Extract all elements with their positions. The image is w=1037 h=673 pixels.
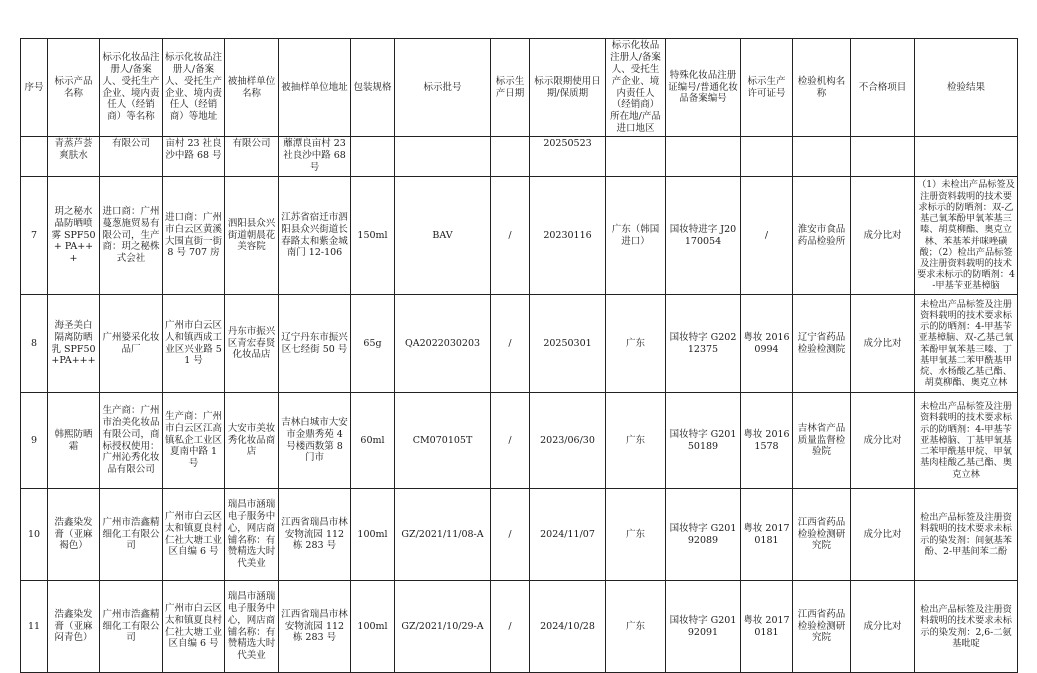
cell-sampled-unit: 瑞昌市涵瑞电子服务中心，网店商铺名称：有赞精选大时代美业 (225, 581, 279, 673)
cell-address: 广州市白云区人和镇西成工业区兴业路 51 号 (163, 295, 225, 393)
cell-spec: 65g (351, 295, 395, 393)
cell-registration-no: 国妆特进字 J20170054 (666, 177, 741, 295)
cell-result (915, 137, 1018, 177)
cell-index: 11 (21, 581, 48, 673)
cell-failed-item: 成分比对 (851, 295, 915, 393)
cell-sampled-address: 蘼潭良亩村 23 社良沙中路 68 号 (279, 137, 351, 177)
cell-registration-no: 国妆特字 G20192089 (666, 489, 741, 581)
cell-license: 粤妆 20170181 (741, 581, 793, 673)
cell-spec (351, 137, 395, 177)
header-company-name: 标示化妆品注册人/备案人、受托生产企业、境内责任人（经销商）等名称 (100, 39, 163, 137)
table-row (21, 581, 1018, 673)
cell-inspector: 淮安市食品药品检验所 (793, 177, 851, 295)
cell-failed-item: 成分比对 (851, 177, 915, 295)
cell-product: 海圣美白隔离防晒乳 SPF50+PA+++ (48, 295, 100, 393)
cell-company: 广州婆采化妆品厂 (100, 295, 163, 393)
cell-license: / (741, 177, 793, 295)
cell-sampled-unit: 丹东市振兴区青宏春贤化妆品店 (225, 295, 279, 393)
cell-index: 10 (21, 489, 48, 581)
cell-index: 8 (21, 295, 48, 393)
cell-license: 粤妆 20161578 (741, 393, 793, 489)
cell-result: 未检出产品标签及注册资料载明的技术要求标示的防晒剂：4-甲基苄亚基樟脑、双-乙基己氧苯酚甲氧苯基三嗪、丁基甲氧基二苯甲酰基甲烷、水杨酸乙基己酯、胡莫柳酯、奥克立林 (915, 295, 1018, 393)
header-spec: 包装规格 (351, 39, 395, 137)
table-row (21, 295, 1018, 393)
header-license: 标示生产许可证号 (741, 39, 793, 137)
cell-failed-item: 成分比对 (851, 393, 915, 489)
header-inspector: 检验机构名称 (793, 39, 851, 137)
cell-index: 9 (21, 393, 48, 489)
cell-expiry: 2024/10/28 (530, 581, 606, 673)
cell-result: 检出产品标签及注册资料载明的技术要求未标示的染发剂：间氨基苯酚、2-甲基间苯二酚 (915, 489, 1018, 581)
cell-registration-no: 国妆特字 G20192091 (666, 581, 741, 673)
cell-region: 广东 (606, 295, 666, 393)
header-result: 检验结果 (915, 39, 1018, 137)
cell-company: 有限公司 (100, 137, 163, 177)
cell-registration-no: 国妆特字 G20212375 (666, 295, 741, 393)
cell-product: 浩鑫染发膏（亚麻闷青色） (48, 581, 100, 673)
inspection-results-sheet (20, 38, 1018, 673)
header-sampled-address: 被抽样单位地址 (279, 39, 351, 137)
cell-production-date (491, 137, 530, 177)
cell-production-date: / (491, 393, 530, 489)
cell-address: 亩村 23 社良沙中路 68 号 (163, 137, 225, 177)
cell-result: 未检出产品标签及注册资料载明的技术要求标示的防晒剂：4-甲基苄亚基樟脑、丁基甲氧基二苯甲酰基甲烷、甲氧基肉桂酸乙基己酯、奥克立林 (915, 393, 1018, 489)
table-row-continuation (21, 137, 1018, 177)
cell-address: 广州市白云区太和镇夏良村仁社大塘工业区自编 6 号 (163, 581, 225, 673)
cell-region (606, 137, 666, 177)
cell-inspector: 江西省药品检验检测研究院 (793, 581, 851, 673)
cell-expiry: 20250301 (530, 295, 606, 393)
cell-sampled-unit: 有限公司 (225, 137, 279, 177)
cell-region: 广东 (606, 393, 666, 489)
cell-expiry: 20230116 (530, 177, 606, 295)
cell-expiry: 2023/06/30 (530, 393, 606, 489)
cell-spec: 100ml (351, 581, 395, 673)
cell-result: 检出产品标签及注册资料载明的技术要求未标示的染发剂：2,6-二氨基吡啶 (915, 581, 1018, 673)
cell-sampled-unit: 瑞昌市涵瑞电子服务中心，网店商铺名称：有赞精选大时代美业 (225, 489, 279, 581)
cell-address: 进口商：广州市白云区黄溪大围直街一街 8 号 707 房 (163, 177, 225, 295)
cell-failed-item: 成分比对 (851, 489, 915, 581)
header-region: 标示化妆品注册人/备案人、受托生产企业、境内责任人（经销商）所在地/产品进口地区 (606, 39, 666, 137)
table-header-row (21, 39, 1018, 137)
cell-company: 广州市浩鑫精细化工有限公司 (100, 489, 163, 581)
cell-index: 7 (21, 177, 48, 295)
cell-batch: CM070105T (395, 393, 491, 489)
cell-region: 广东 (606, 489, 666, 581)
inspection-results-table (20, 38, 1018, 673)
cell-inspector: 辽宁省药品检验检测院 (793, 295, 851, 393)
cell-sampled-address: 辽宁丹东市振兴区七经街 50 号 (279, 295, 351, 393)
header-failed-item: 不合格项目 (851, 39, 915, 137)
header-sampled-unit: 被抽样单位名称 (225, 39, 279, 137)
header-registration-no: 特殊化妆品注册证编号/普通化妆品备案编号 (666, 39, 741, 137)
cell-expiry: 20250523 (530, 137, 606, 177)
cell-product: 韩熙防晒霜 (48, 393, 100, 489)
table-row (21, 393, 1018, 489)
cell-license: 粤妆 20160994 (741, 295, 793, 393)
cell-production-date: / (491, 177, 530, 295)
cell-inspector: 吉林省产品质量监督检验院 (793, 393, 851, 489)
header-expiry: 标示限期使用日期/保质期 (530, 39, 606, 137)
cell-license: 粤妆 20170181 (741, 489, 793, 581)
cell-address: 生产商：广州市白云区江高镇私企工业区夏南中路 1 号 (163, 393, 225, 489)
cell-batch: QA2022030203 (395, 295, 491, 393)
cell-batch: GZ/2021/10/29-A (395, 581, 491, 673)
cell-product: 浩鑫染发膏（亚麻褐色） (48, 489, 100, 581)
cell-address: 广州市白云区太和镇夏良村仁社大塘工业区自编 6 号 (163, 489, 225, 581)
cell-production-date: / (491, 295, 530, 393)
cell-product: 玥之秘水晶防晒喷雾 SPF50+ PA+++ (48, 177, 100, 295)
cell-production-date: / (491, 489, 530, 581)
cell-spec: 60ml (351, 393, 395, 489)
cell-region: 广东（韩国进口） (606, 177, 666, 295)
cell-result: （1）未检出产品标签及注册资料载明的技术要求标示的防晒剂：双-乙基己氧苯酚甲氧苯基三嗪、胡莫柳酯、奥克立林、苯基苯并咪唑磺酸；（2）检出产品标签及注册资料载明的技术要求未标示的防晒剂：4-甲基苄亚基樟脑 (915, 177, 1018, 295)
cell-company: 生产商：广州市治美化妆品有限公司，商标授权使用：广州沁秀化妆品有限公司 (100, 393, 163, 489)
cell-batch: BAV (395, 177, 491, 295)
table-row (21, 489, 1018, 581)
cell-sampled-address: 吉林白城市大安市金鼎秀苑 4 号楼西数第 8 门市 (279, 393, 351, 489)
cell-registration-no (666, 137, 741, 177)
header-index: 序号 (21, 39, 48, 137)
cell-spec: 100ml (351, 489, 395, 581)
cell-index (21, 137, 48, 177)
table-row (21, 177, 1018, 295)
cell-sampled-unit: 大安市美妆秀化妆品商店 (225, 393, 279, 489)
cell-spec: 150ml (351, 177, 395, 295)
cell-expiry: 2024/11/07 (530, 489, 606, 581)
header-product-name: 标示产品名称 (48, 39, 100, 137)
cell-production-date: / (491, 581, 530, 673)
cell-failed-item (851, 137, 915, 177)
cell-batch: GZ/2021/11/08-A (395, 489, 491, 581)
cell-company: 广州市浩鑫精细化工有限公司 (100, 581, 163, 673)
cell-inspector (793, 137, 851, 177)
header-batch: 标示批号 (395, 39, 491, 137)
cell-failed-item: 成分比对 (851, 581, 915, 673)
cell-inspector: 江西省药品检验检测研究院 (793, 489, 851, 581)
cell-registration-no: 国妆特字 G20150189 (666, 393, 741, 489)
header-company-address: 标示化妆品注册人/备案人、受托生产企业、境内责任人（经销商）等地址 (163, 39, 225, 137)
cell-sampled-unit: 泗阳县众兴街道朝晨花美容院 (225, 177, 279, 295)
header-production-date: 标示生产日期 (491, 39, 530, 137)
cell-sampled-address: 江西省瑞昌市林安物流园 112 栋 283 号 (279, 489, 351, 581)
cell-license (741, 137, 793, 177)
cell-sampled-address: 江西省瑞昌市林安物流园 112 栋 283 号 (279, 581, 351, 673)
cell-product: 青蒸芦荟爽肤水 (48, 137, 100, 177)
cell-batch (395, 137, 491, 177)
cell-region: 广东 (606, 581, 666, 673)
cell-sampled-address: 江苏省宿迁市泗阳县众兴街道长春路太和紫金城南门 12-106 (279, 177, 351, 295)
cell-company: 进口商：广州蔓葱施贸易有限公司，生产商：玥之秘株式会社 (100, 177, 163, 295)
